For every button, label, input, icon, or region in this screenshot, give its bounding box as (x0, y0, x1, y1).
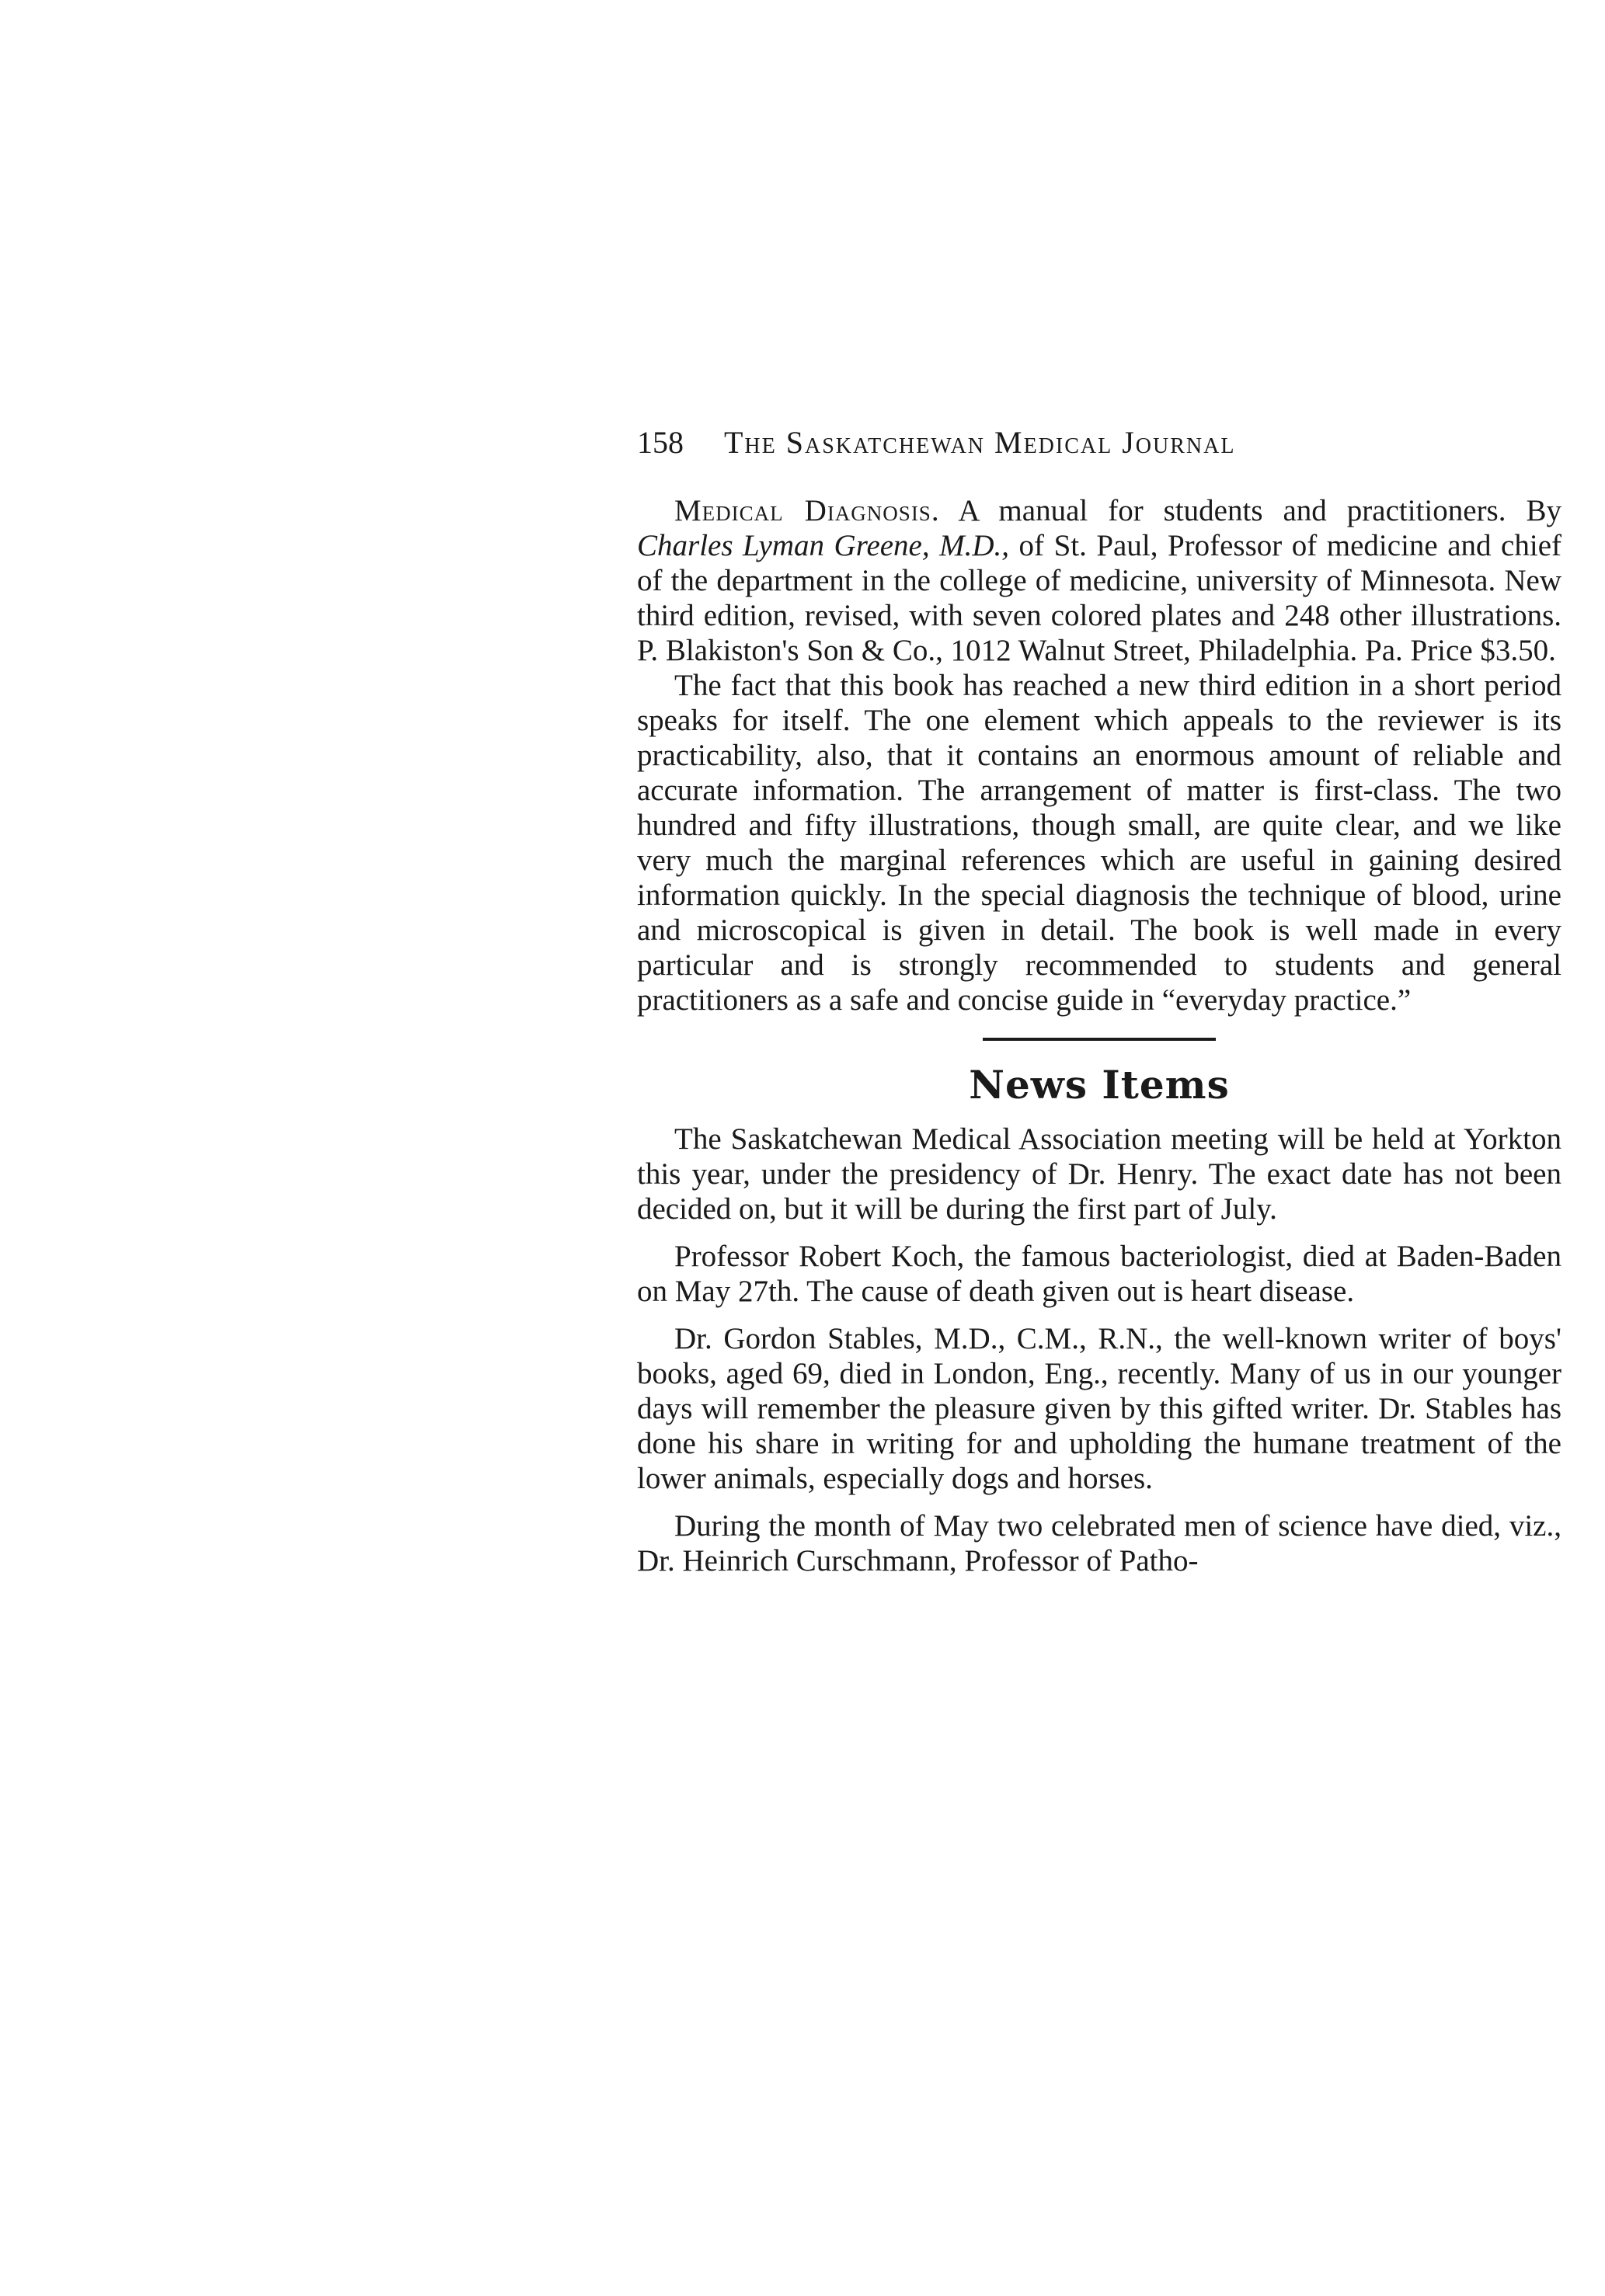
review-details: of St. Paul, Professor of medicine and chief of the department in the college of medicine, university of Minnesota. New third edition, revised, with seven colored plates and 248 other illustrations. P. Blakiston's Son & Co., 1012 Walnut Street, Philadelphia. Pa. Price $3.50. (637, 529, 1562, 667)
news-heading: News Items (969, 1062, 1230, 1108)
news-item: Dr. Gordon Stables, M.D., C.M., R.N., the well-known writer of boys' books, aged 69, died in London, Eng., recently. Many of us in our younger days will remember the pleasure given by this gifted writer. Dr. Stables has done his share in writing for and upholding the humane treatment of the lower animals, especially dogs and horses. (637, 1322, 1561, 1495)
news-item: The Saskatchewan Medical Association meeting will be held at Yorkton this year, under the presidency of Dr. Henry. The exact date has not been decided on, but it will be during the first part of July. (637, 1122, 1561, 1226)
news-item: Professor Robert Koch, the famous bacteriologist, died at Baden-Baden on May 27th. The cause of death given out is heart disease. (637, 1240, 1561, 1308)
review-body: The fact that this book has reached a new third edition in a short period speaks for itself. The one element which appeals to the reviewer is its practicability, also, that it contains an enormous amount of reliable and accurate information. The arrangement of matter is first-class. The two hundred and fifty illustrations, though small, are quite clear, and we like very much the marginal references which are useful in gaining desired information quickly. In the special diagnosis the technique of blood, urine and microscopical is given in detail. The book is well made in every particular and is strongly recommended to students and general practitioners as a safe and concise guide in “everyday practice.” (637, 669, 1561, 1017)
running-head (637, 419, 1561, 466)
review-intro: A manual for students and practitioners. By (939, 494, 1561, 527)
news-item: During the month of May two celebrated men of science have died, viz., Dr. Heinrich Curschmann, Professor of Patho- (637, 1509, 1561, 1578)
page-number: 158 (637, 425, 684, 460)
section-divider (983, 1038, 1216, 1041)
news-items (637, 1122, 1561, 1578)
review-title: Medical Diagnosis. (674, 494, 940, 527)
review-author: Charles Lyman Greene, M.D., (637, 529, 1010, 562)
book-review (637, 493, 1561, 1018)
journal-title: The Saskatchewan Medical Journal (724, 425, 1236, 460)
review-citation (637, 493, 1561, 668)
journal-page (637, 419, 1561, 1591)
